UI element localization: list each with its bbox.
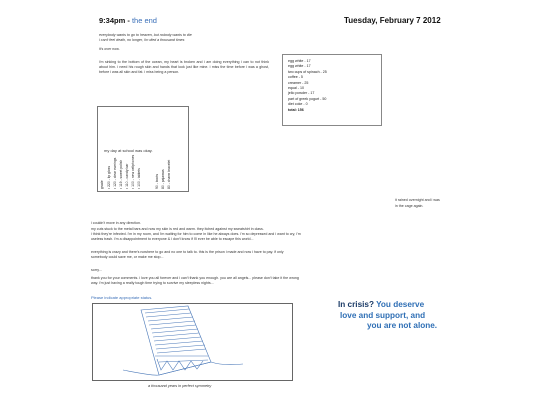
grades-col: • 100 - new cellphones	[131, 154, 135, 189]
grades-col: • 100 - tablets	[137, 168, 141, 189]
time-text: 9:34pm	[99, 16, 126, 25]
food-list-box	[282, 54, 382, 126]
grades-col: • 110 - candy bar	[125, 163, 129, 189]
grades-col: 90 - boots	[155, 173, 159, 189]
grades-col: • 120 - clear earrings	[113, 157, 117, 189]
grades-col: 80 - pajamas	[161, 169, 165, 189]
sketch-drawing	[93, 304, 292, 380]
body-p5: sorry...	[91, 268, 102, 272]
intro-line-2: i can't feel death, no longer, i'm died a thousand times	[99, 38, 185, 42]
food-item: two cups of spinach - 25	[288, 69, 327, 74]
crisis-line-2: love and support, and	[340, 310, 426, 320]
intro-line-1: everybody wants to go to heaven, but nobody wants to die	[99, 33, 192, 37]
body-p4: everything is crazy and there's nowhere to go and no one to talk to. this is the prison i made and now i have to pay. if only somebody could save me, or make me stop...	[91, 250, 284, 259]
food-item: creamer - 25	[288, 80, 309, 85]
sketch-image	[92, 303, 293, 381]
food-item: egg white - 17	[288, 64, 311, 69]
school-label: my day at school was okay.	[104, 148, 153, 153]
grades-box	[97, 106, 189, 192]
grades-col: grade	[100, 180, 104, 189]
side-note-line-1: it rained overnight and i was	[395, 198, 440, 202]
crisis-line-1: You deserve	[373, 300, 425, 309]
grades-col: 80 - charm bracelet	[167, 159, 171, 189]
body-p6: thank you for your comments. i love you all forever and i can't thank you enough. you are all angels... please don't take it the wrong way. i'm just having a really tough time trying to survive my sleepless nights...	[91, 276, 299, 285]
body-p2: my cuts stuck to the metal bars and now my skin is red and warm. they itched against my sweatshirt in class.	[91, 227, 264, 231]
status-link[interactable]: Please indicate appropriate status.	[91, 295, 153, 300]
intro-paragraph: i'm sinking to the bottom of the ocean, my heart is broken and i am doing everything i can to not think about him. i need his rough skin and hands that look just like mine. i miss the time before i was a ghost, before i was all skin and fat. i miss being a person.	[99, 60, 269, 74]
body-p3: i think they're infected. i'm in my room, and i'm waiting for him to come in like he always does. i'm so depressed and i want to cry, i'm useless trash. i'm a disappointment to everyone & i don't know if i'll ever be able to escape this world...	[91, 232, 301, 241]
time-separator: -	[125, 16, 132, 25]
food-item: part of greek yogurt - 50	[288, 96, 327, 101]
crisis-lead: In crisis?	[338, 300, 374, 309]
body-p1: i couldn't move in any direction.	[91, 221, 142, 225]
food-item: diet coke - 0	[288, 102, 308, 107]
post-title[interactable]: the end	[131, 16, 157, 25]
post-time	[99, 16, 157, 25]
food-item: equal - 10	[288, 86, 304, 91]
side-note-line-2: in the cage again.	[395, 204, 424, 208]
grades-col: • 220 - lip gloss	[107, 165, 111, 189]
crisis-message[interactable]	[338, 300, 508, 332]
food-item: egg white - 17	[288, 59, 311, 63]
food-item: jello powder - 17	[288, 91, 315, 96]
post-date: Tuesday, February 7 2012	[344, 16, 441, 25]
sketch-caption: a thousand years in perfect symmetry	[148, 384, 212, 388]
intro-line-3: it's over now.	[99, 47, 120, 51]
grades-col: • 119 - sweet polish	[119, 159, 123, 189]
crisis-line-3: you are not alone.	[367, 321, 438, 330]
food-item: coffee - 5	[288, 75, 303, 80]
food-total: total: 156	[288, 107, 304, 112]
